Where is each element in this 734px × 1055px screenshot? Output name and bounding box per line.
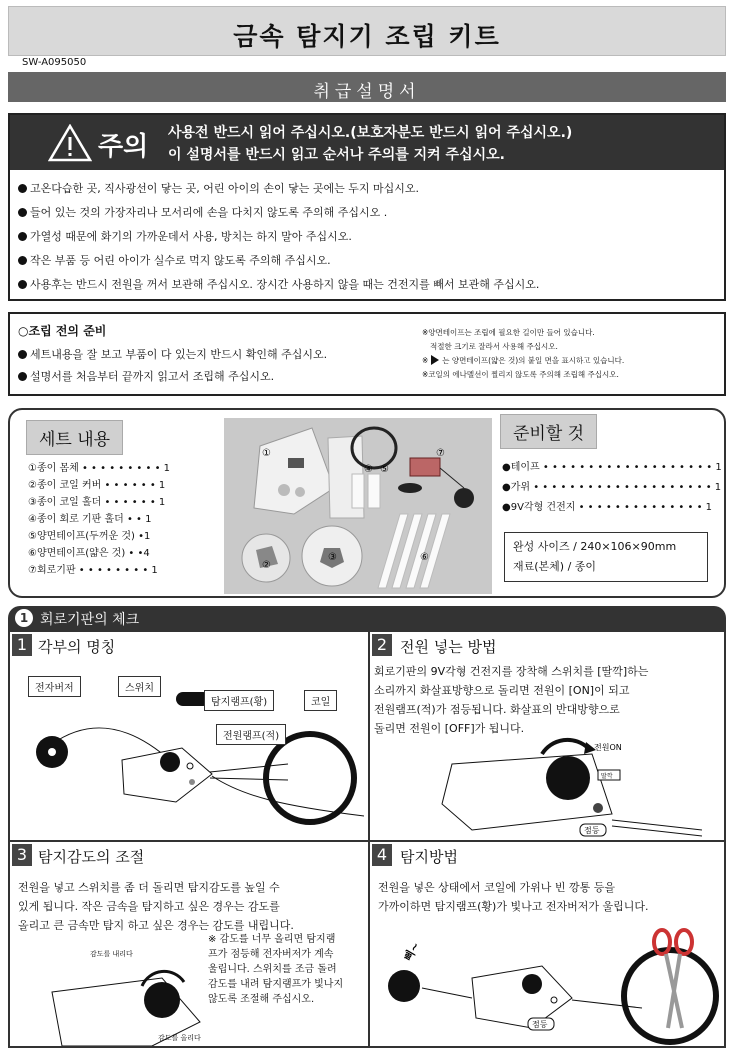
list-item: 들어 있는 것의 가장자리나 모서리에 손을 다치지 않도록 주의해 주십시오 . bbox=[18, 201, 716, 225]
warning-icon bbox=[48, 124, 92, 162]
switch-icon bbox=[522, 974, 542, 994]
triangle-marker-icon bbox=[431, 355, 439, 365]
ready-items-title: 준비할 것 bbox=[500, 414, 597, 449]
list-item: ①종이 몸체 • • • • • • • • • 1 bbox=[28, 463, 171, 474]
step-4-number: 4 bbox=[372, 844, 392, 866]
list-item: 사용후는 반드시 전원을 꺼서 보관해 주십시오. 장시간 사용하지 않을 때는 건전지를 빼서 보관해 주십시오. bbox=[18, 273, 716, 297]
label-power-lamp: 전원램프(적) bbox=[216, 724, 286, 745]
section-title: 회로기판의 체크 bbox=[40, 612, 140, 628]
scissors-icon bbox=[654, 930, 692, 1028]
up-label: 감도를 올리다 bbox=[158, 1034, 201, 1042]
set-contents-title: 세트 내용 bbox=[26, 420, 123, 455]
step-4-text: 전원을 넣은 상태에서 코일에 가위나 빈 깡통 등을 가까이하면 탐지램프(황)가 빛나고 전자버저가 울립니다. bbox=[378, 881, 649, 913]
step-3-title: 탐지감도의 조절 bbox=[38, 848, 145, 866]
list-item: 세트내용을 잘 보고 부품이 다 있는지 반드시 확인해 주십시오. bbox=[18, 344, 327, 366]
thick-tape-part bbox=[352, 474, 364, 508]
photo-label-3: ③ bbox=[328, 552, 337, 563]
spec-size: 완성 사이즈 / 240×106×90mm bbox=[513, 540, 677, 553]
subtitle-band bbox=[8, 72, 726, 102]
step-4-title: 탐지방법 bbox=[400, 848, 458, 866]
paper-coil-cover-part bbox=[242, 534, 290, 582]
list-item: 가열성 때문에 화기의 가까운데서 사용, 방치는 하지 말아 주십시오. bbox=[18, 225, 716, 249]
power-lamp-icon bbox=[189, 779, 195, 785]
divider bbox=[10, 840, 724, 842]
set-contents-box bbox=[8, 408, 726, 598]
list-item: ②종이 코일 커버 • • • • • • 1 bbox=[28, 480, 166, 491]
section-number: 1 bbox=[15, 609, 33, 627]
prep-note-1: ※양면테이프는 조립에 필요한 길이만 들어 있습니다. bbox=[422, 328, 595, 337]
divider bbox=[368, 632, 370, 1046]
steps-area bbox=[8, 630, 726, 1048]
photo-label-4: ④ bbox=[364, 464, 373, 475]
switch-icon bbox=[144, 982, 180, 1018]
thick-tape-part bbox=[368, 474, 380, 508]
bullet-icon bbox=[18, 372, 27, 381]
caution-lines bbox=[168, 122, 572, 166]
rotate-arrow-icon bbox=[542, 740, 588, 754]
bullet-icon bbox=[18, 256, 27, 265]
kit-contents-photo bbox=[224, 418, 492, 594]
photo-label-2: ② bbox=[262, 560, 271, 571]
section-header bbox=[8, 606, 726, 630]
prep-notes bbox=[422, 326, 624, 382]
list-item: ⑤양면테이프(두꺼운 것) •1 bbox=[28, 531, 151, 542]
caution-box bbox=[8, 113, 726, 301]
photo-label-7: ⑦ bbox=[436, 448, 445, 459]
label-buzzer: 전자버저 bbox=[28, 676, 81, 697]
bullet-icon bbox=[18, 184, 27, 193]
list-item: 고온다습한 곳, 직사광선이 닿는 곳, 어린 아이의 손이 닿는 곳에는 두지 마십시오. bbox=[18, 177, 716, 201]
label-coil: 코일 bbox=[304, 690, 337, 711]
bullet-icon bbox=[18, 350, 27, 359]
set-contents-list bbox=[28, 460, 170, 579]
sensitivity-diagram bbox=[12, 942, 208, 1046]
step-1-title: 각부의 명칭 bbox=[38, 638, 116, 656]
caution-word: 주의 bbox=[98, 132, 149, 162]
list-item: ⑥양면테이프(얇은 것) • •4 bbox=[28, 548, 150, 559]
photo-label-6: ⑥ bbox=[420, 552, 429, 563]
list-item: ④종이 회로 기판 홀더 • • 1 bbox=[28, 514, 152, 525]
step-2-title: 전원 넣는 방법 bbox=[400, 638, 497, 656]
photo-label-5: ⑤ bbox=[380, 464, 389, 475]
list-item: 작은 부품 등 어린 아이가 실수로 먹지 않도록 주의해 주십시오. bbox=[18, 249, 716, 273]
prep-note-2: ※ 는 양면테이프(얇은 것)의 붙일 면을 표시하고 있습니다. bbox=[422, 356, 625, 365]
click-label: 딸깍 bbox=[601, 773, 613, 780]
document-subtitle: 취급설명서 bbox=[313, 82, 421, 102]
lit-label: 점등 bbox=[584, 826, 600, 835]
list-item: 설명서를 처음부터 끝까지 읽고서 조립해 주십시오. bbox=[18, 366, 327, 388]
title-band bbox=[8, 6, 726, 56]
list-item: ●가위 • • • • • • • • • • • • • • • • • • • • 1 bbox=[502, 482, 722, 493]
label-detect-lamp: 탐지램프(황) bbox=[204, 690, 274, 711]
step-2-text: 회로기판의 9V각형 건전지를 장착해 스위치를 [딸깍]하는 소리까지 화살표방향으로 돌리면 전원이 [ON]이 되고 전원램프(적)가 점등됩니다. 화살표의 반대방향으로 돌리면 전원이 [OFF]가 됩니다. bbox=[374, 665, 649, 735]
step-1-number: 1 bbox=[12, 634, 32, 656]
bullet-icon bbox=[18, 280, 27, 289]
prep-list bbox=[18, 344, 327, 388]
list-item: ⑦회로기판 • • • • • • • • 1 bbox=[28, 565, 158, 576]
detection-diagram bbox=[372, 918, 724, 1046]
spec-box bbox=[504, 532, 708, 582]
list-item: ●9V각형 건전지 • • • • • • • • • • • • • • 1 bbox=[502, 502, 713, 513]
switch-icon bbox=[160, 752, 180, 772]
ready-items-list bbox=[502, 458, 722, 518]
beep-label: 삐~ bbox=[401, 939, 423, 964]
bullet-icon bbox=[18, 208, 27, 217]
power-on-label: 전원ON bbox=[594, 743, 622, 752]
step-3-number: 3 bbox=[12, 844, 32, 866]
prep-note-1b: 적절한 크기로 잘라서 사용해 주십시오. bbox=[430, 342, 558, 351]
bullet-icon bbox=[18, 232, 27, 241]
caution-line-1: 사용전 반드시 읽어 주십시오.(보호자분도 반드시 읽어 주십시오.) bbox=[168, 125, 573, 141]
prep-box bbox=[8, 312, 726, 396]
caution-list bbox=[18, 177, 716, 297]
power-lamp-icon bbox=[593, 803, 603, 813]
label-switch: 스위치 bbox=[118, 676, 161, 697]
document-title: 금속 탐지기 조립 키트 bbox=[233, 22, 501, 51]
switch-icon bbox=[546, 756, 590, 800]
spec-material: 재료(본체) / 종이 bbox=[513, 560, 597, 573]
power-on-diagram bbox=[372, 734, 724, 838]
down-label: 감도를 내리다 bbox=[90, 950, 133, 958]
step-3-note: ※ 감도를 너무 올리면 탐지램 프가 점등해 전자버저가 계속 울립니다. 스위치를 조금 돌려 감도를 내려 탐지램프가 빛나지 않도록 조절해 주십시오. bbox=[208, 934, 344, 1005]
list-item: ●테이프 • • • • • • • • • • • • • • • • • • • 1 bbox=[502, 462, 722, 473]
lit-label: 점등 bbox=[532, 1020, 548, 1029]
caution-header bbox=[10, 115, 724, 170]
step-2-number: 2 bbox=[372, 634, 392, 656]
caution-line-2: 이 설명서를 반드시 읽고 순서나 주의를 지켜 주십시오. bbox=[168, 147, 505, 163]
model-number: SW-A095050 bbox=[22, 57, 87, 68]
buzzer-icon bbox=[388, 970, 420, 1002]
step-3-text: 전원을 넣고 스위치를 좀 더 돌리면 탐지감도를 높일 수 있게 됩니다. 작은 금속을 탐지하고 싶은 경우는 감도를 올리고 큰 금속만 탐지 하고 싶은 경우는 감도를 내립니다. bbox=[18, 881, 294, 932]
prep-note-3: ※코일의 에나멜선이 찔리지 않도록 주의해 조립해 주십시오. bbox=[422, 370, 619, 379]
photo-label-1: ① bbox=[262, 448, 271, 459]
prep-title: ○조립 전의 준비 bbox=[18, 324, 107, 338]
list-item: ③종이 코일 홀더 • • • • • • 1 bbox=[28, 497, 166, 508]
